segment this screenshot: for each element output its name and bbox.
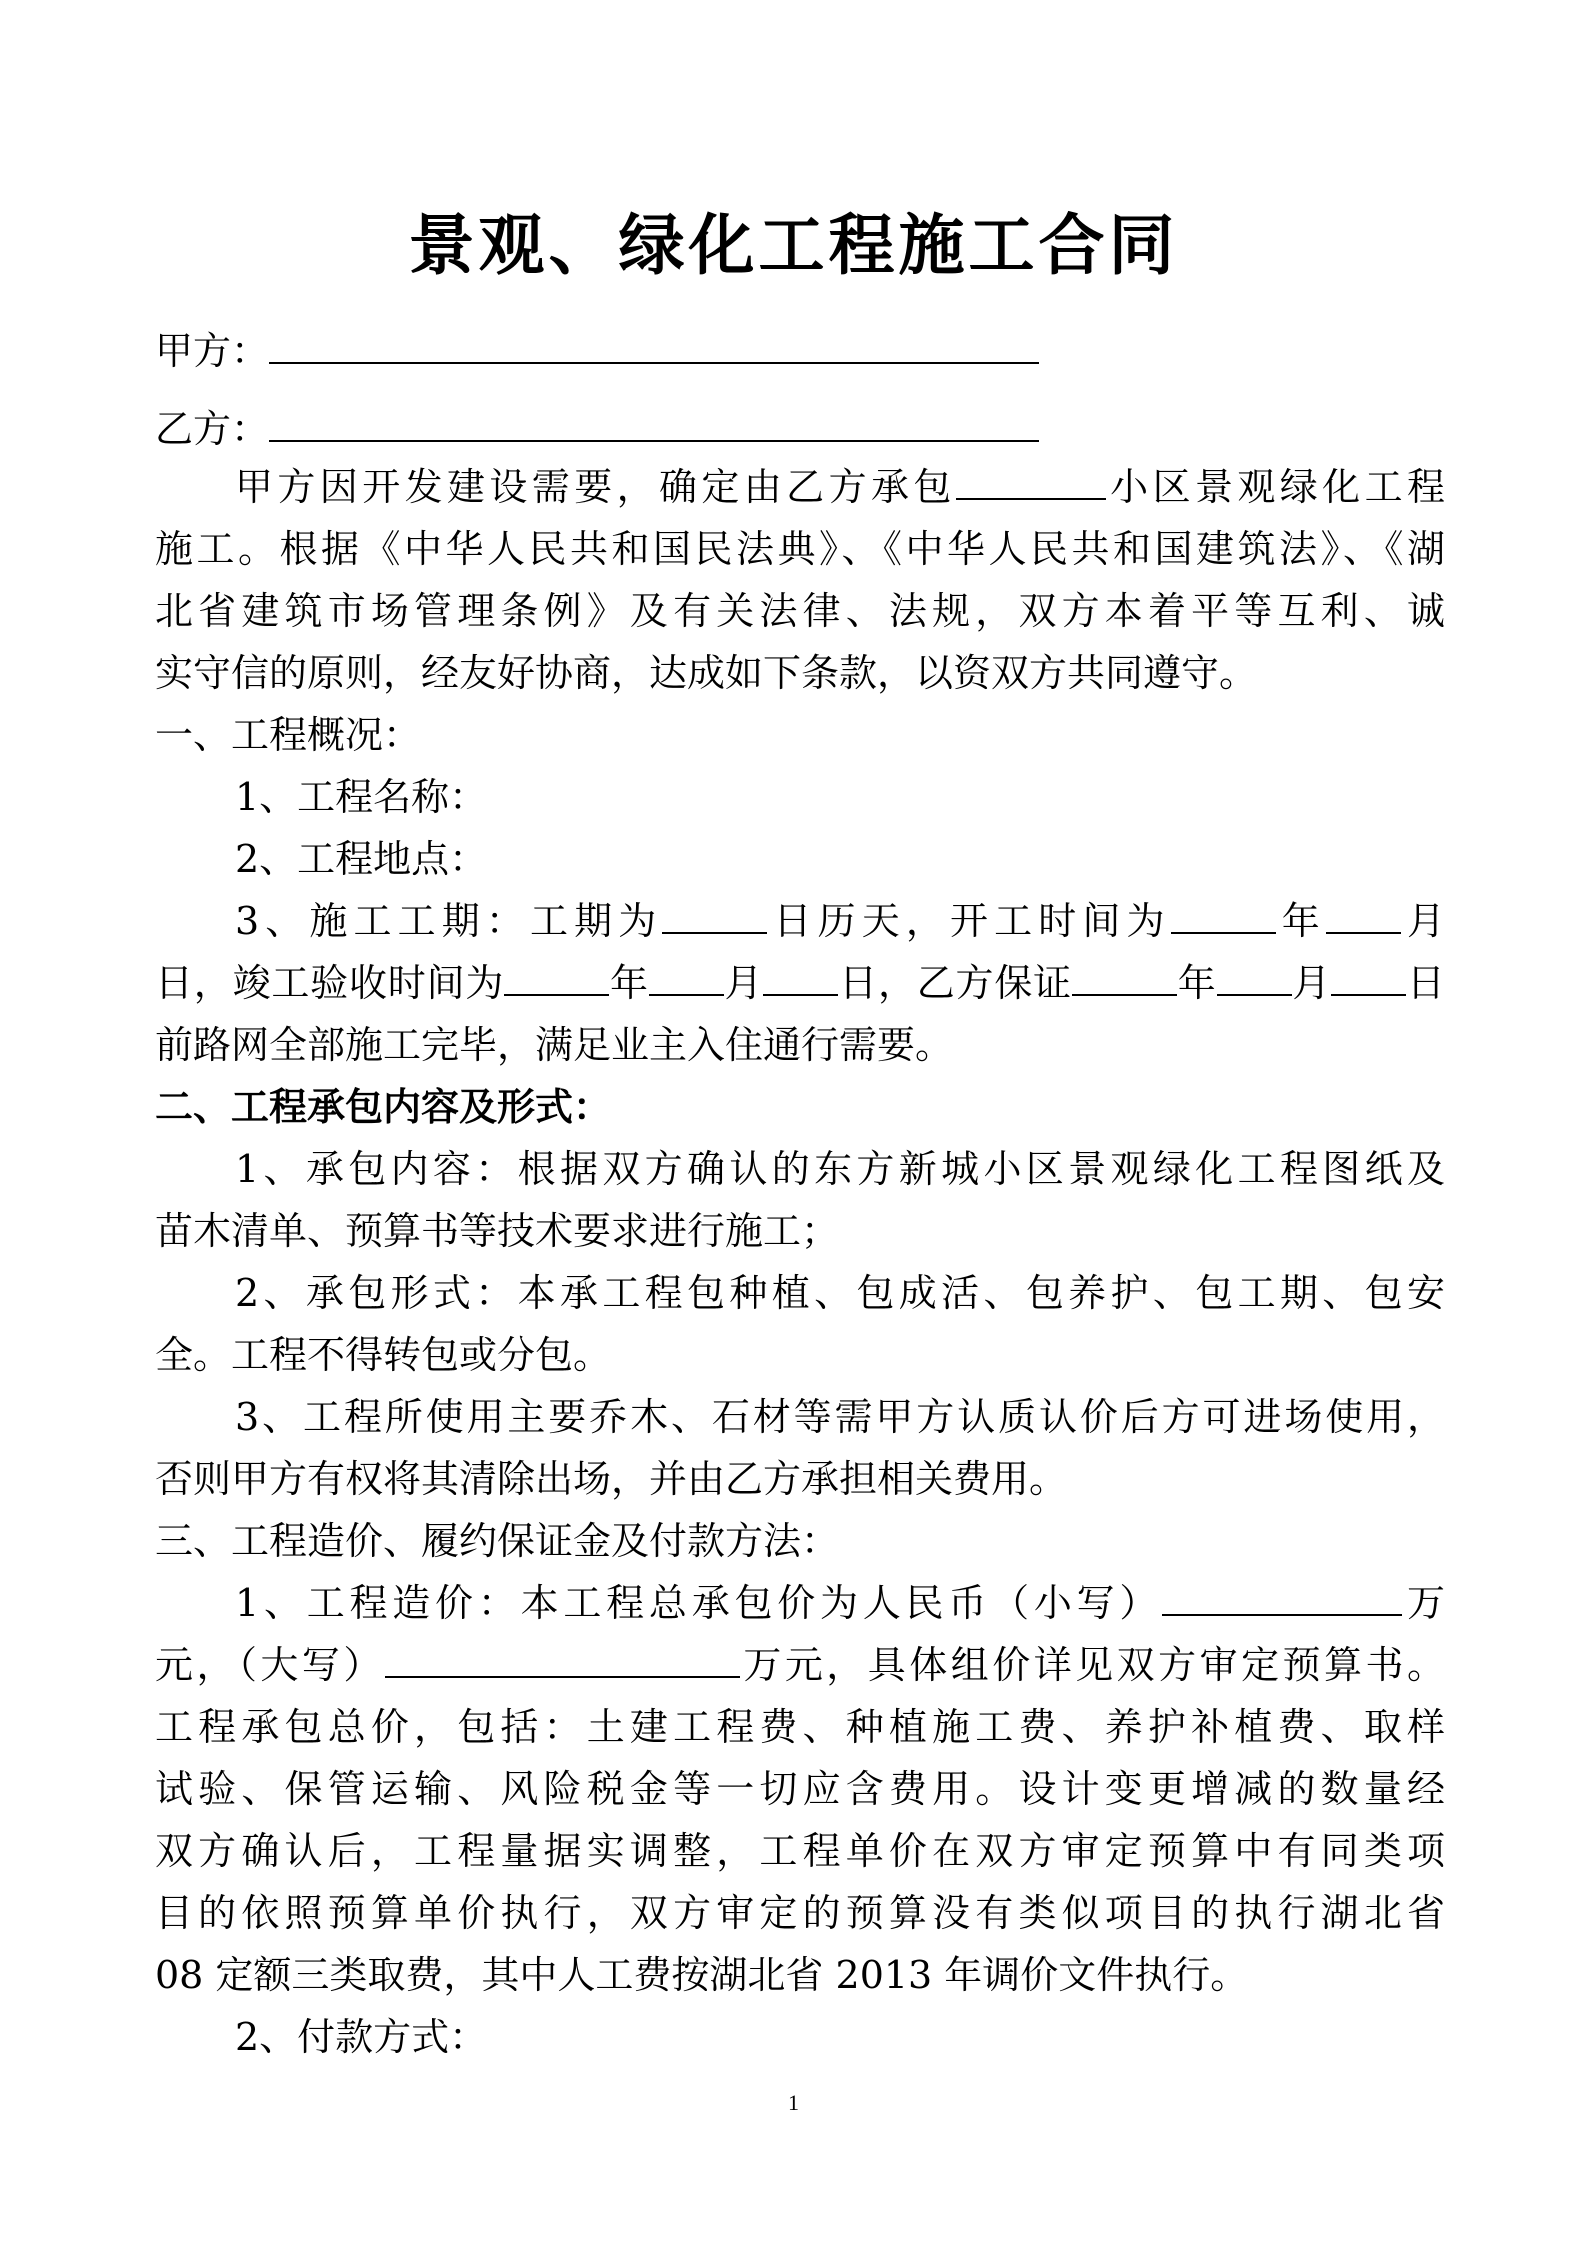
materials-line-2: 否则甲方有权将其清除出场，并由乙方承担相关费用。	[155, 1457, 1068, 1501]
schedule-line-1	[235, 890, 1445, 952]
section-3-heading: 三、工程造价、履约保证金及付款方法：	[155, 1519, 840, 1563]
section-1-heading: 一、工程概况：	[155, 713, 422, 757]
price-line-6: 目的依照预算单价执行，双方审定的预算没有类似项目的执行湖北省	[155, 1891, 1445, 1935]
intro-line-3: 北省建筑市场管理条例》及有关法律、法规，双方本着平等互利、诚	[155, 589, 1445, 633]
schedule-line-2	[155, 952, 1445, 1014]
price-small-blank[interactable]	[1162, 1580, 1402, 1616]
guarantee-year-blank[interactable]	[1072, 960, 1177, 996]
form-line-2: 全。工程不得转包或分包。	[155, 1333, 612, 1377]
price-line-1	[235, 1572, 1445, 1634]
schedule-text: 月	[723, 961, 764, 1005]
document-title: 景观、绿化工程施工合同	[408, 206, 1179, 284]
price-capital-blank[interactable]	[385, 1642, 740, 1678]
price-text: 元，（大写）	[155, 1643, 385, 1687]
intro-text: 小区景观绿化工程	[1105, 465, 1445, 509]
party-a-blank[interactable]	[269, 328, 1039, 364]
schedule-text: 日，竣工验收时间为	[155, 961, 505, 1005]
guarantee-day-blank[interactable]	[1331, 960, 1406, 996]
party-b-blank[interactable]	[269, 406, 1039, 442]
completion-year-blank[interactable]	[504, 960, 609, 996]
price-text: 万	[1402, 1581, 1445, 1625]
party-a-label: 甲方：	[155, 329, 270, 373]
project-location-item: 2、工程地点：	[235, 837, 488, 881]
price-line-5: 双方确认后，工程量据实调整，工程单价在双方审定预算中有同类项	[155, 1829, 1445, 1873]
intro-text: 甲方因开发建设需要，确定由乙方承包	[235, 465, 956, 509]
completion-month-blank[interactable]	[649, 960, 724, 996]
price-line-4: 试验、保管运输、风险税金等一切应含费用。设计变更增减的数量经	[155, 1767, 1445, 1811]
schedule-text: 日历天，开工时间为	[767, 899, 1171, 943]
scope-line-1: 1、承包内容：根据双方确认的东方新城小区景观绿化工程图纸及	[235, 1147, 1445, 1191]
form-line-1: 2、承包形式：本承工程包种植、包成活、包养护、包工期、包安	[235, 1271, 1445, 1315]
price-line-2	[155, 1634, 1445, 1696]
schedule-text: 日，乙方保证	[838, 961, 1072, 1005]
payment-method-item: 2、付款方式：	[235, 2015, 488, 2059]
schedule-text: 月	[1400, 899, 1445, 943]
intro-line-4: 实守信的原则，经友好协商，达成如下条款，以资双方共同遵守。	[155, 651, 1258, 695]
page-number: 1	[788, 2090, 799, 2115]
scope-line-2: 苗木清单、预算书等技术要求进行施工；	[155, 1209, 840, 1253]
price-text: 万元，具体组价详见双方审定预算书。	[739, 1643, 1445, 1687]
schedule-text: 年	[1176, 961, 1217, 1005]
price-line-3: 工程承包总价，包括：土建工程费、种植施工费、养护补植费、取样	[155, 1705, 1445, 1749]
community-name-blank[interactable]	[956, 464, 1106, 500]
schedule-text: 日	[1406, 961, 1445, 1005]
schedule-line-3: 前路网全部施工完毕，满足业主入住通行需要。	[155, 1023, 954, 1067]
guarantee-month-blank[interactable]	[1217, 960, 1292, 996]
schedule-text: 年	[1275, 899, 1326, 943]
start-year-blank[interactable]	[1171, 898, 1276, 934]
party-b-label: 乙方：	[155, 407, 270, 451]
schedule-text: 3、施工工期：工期为	[235, 899, 663, 943]
price-text: 1、工程造价：本工程总承包价为人民币（小写）	[235, 1581, 1163, 1625]
schedule-text: 月	[1291, 961, 1332, 1005]
completion-day-blank[interactable]	[763, 960, 838, 996]
materials-line-1: 3、工程所使用主要乔木、石材等需甲方认质认价后方可进场使用，	[235, 1395, 1445, 1439]
intro-line-2: 施工。根据《中华人民共和国民法典》、《中华人民共和国建筑法》、《湖	[155, 527, 1445, 571]
party-a-line	[155, 320, 1445, 382]
schedule-text: 年	[609, 961, 649, 1005]
project-name-item: 1、工程名称：	[235, 775, 488, 819]
price-line-7: 08 定额三类取费，其中人工费按湖北省 2013 年调价文件执行。	[155, 1953, 1249, 1997]
start-month-blank[interactable]	[1326, 898, 1401, 934]
party-b-line	[155, 398, 1445, 460]
section-2-heading: 二、工程承包内容及形式：	[155, 1084, 612, 1129]
intro-line-1	[235, 456, 1445, 518]
duration-days-blank[interactable]	[662, 898, 767, 934]
